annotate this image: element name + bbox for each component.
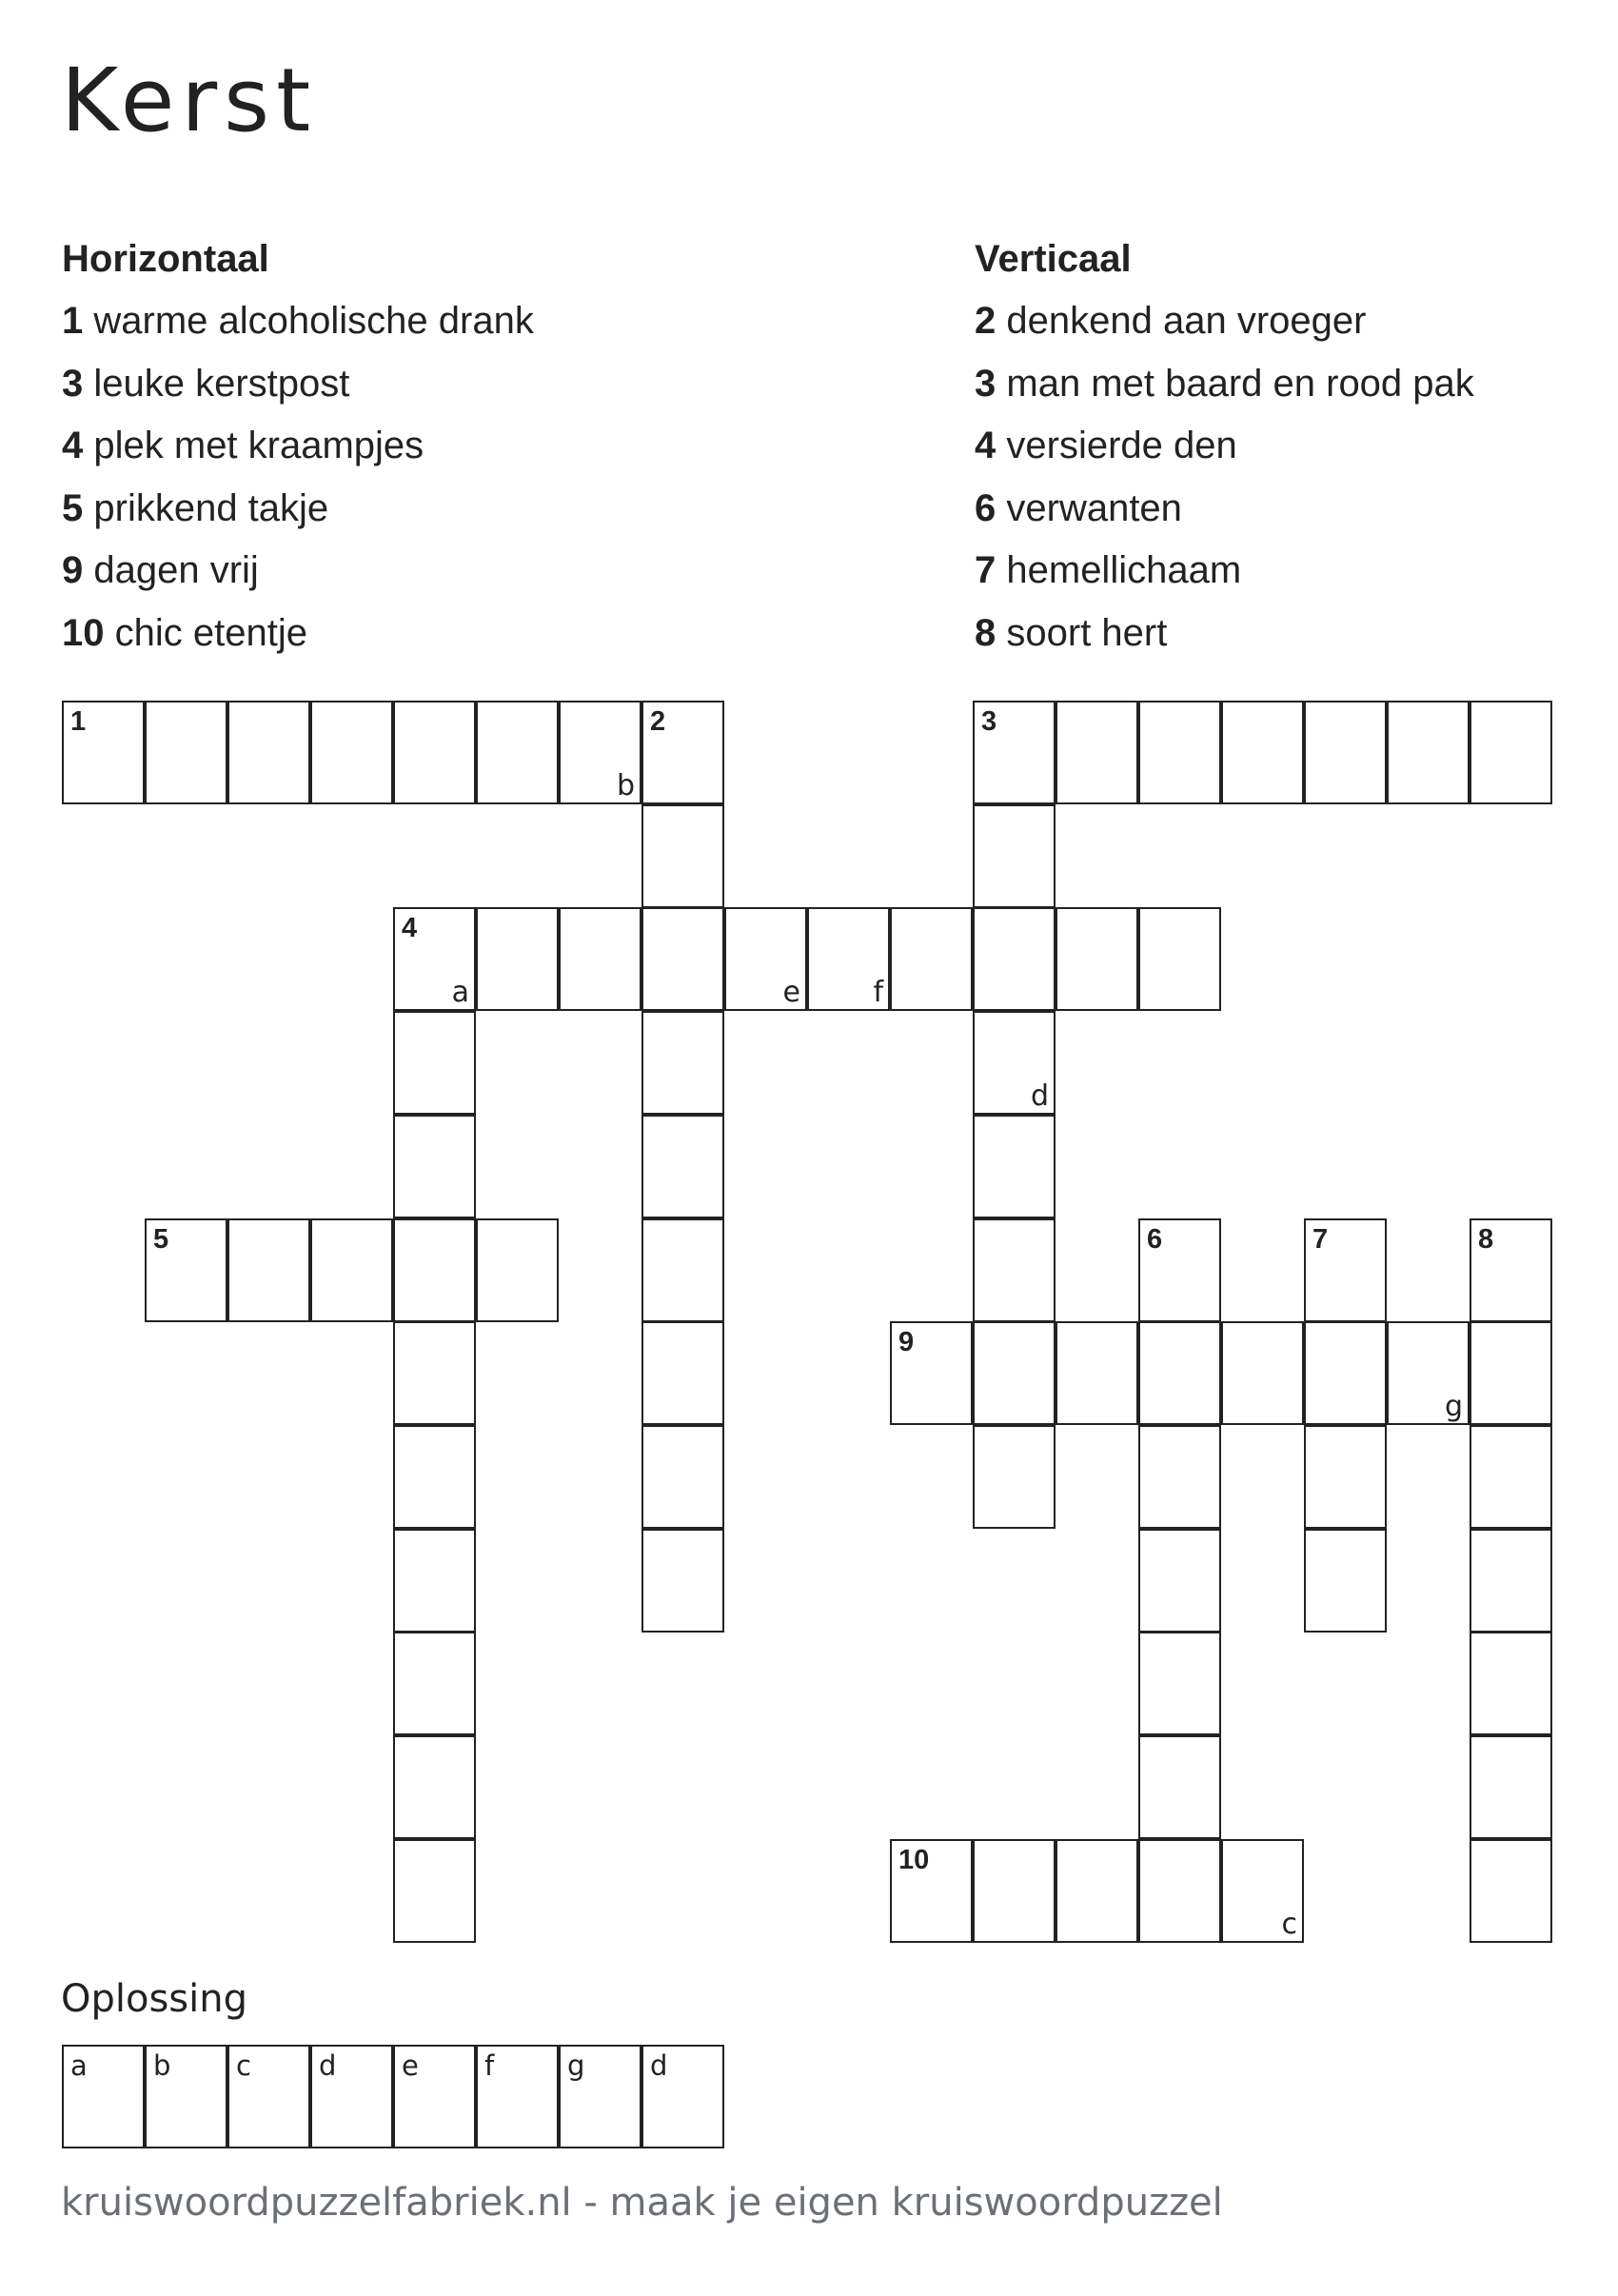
crossword-cell[interactable] <box>641 1425 724 1529</box>
clue-number-label: 9 <box>898 1327 915 1358</box>
crossword-cell[interactable] <box>973 1218 1056 1322</box>
clue-number: 4 <box>62 425 84 466</box>
crossword-cell[interactable] <box>393 907 476 1011</box>
solution-letter: d <box>319 2049 337 2082</box>
crossword-cell[interactable] <box>1470 1425 1552 1529</box>
down-heading: Verticaal <box>975 238 1132 280</box>
crossword-cell[interactable] <box>393 1839 476 1943</box>
crossword-cell[interactable] <box>641 1011 724 1115</box>
crossword-cell[interactable] <box>476 907 559 1011</box>
clue-number: 2 <box>975 300 996 342</box>
crossword-cell[interactable] <box>641 1115 724 1218</box>
solution-cell[interactable] <box>227 2045 310 2148</box>
clue-number-label: 3 <box>981 706 997 737</box>
crossword-cell[interactable] <box>227 1218 310 1322</box>
clue-text: verwanten <box>1006 486 1182 529</box>
crossword-cell[interactable] <box>973 804 1056 908</box>
solution-cell[interactable] <box>641 2045 724 2148</box>
down-clue <box>975 603 1565 665</box>
crossword-cell[interactable] <box>641 1321 724 1425</box>
crossword-cell[interactable] <box>393 1529 476 1633</box>
crossword-cell[interactable] <box>1387 701 1470 804</box>
crossword-cell[interactable] <box>145 701 227 804</box>
crossword-cell[interactable] <box>1304 1529 1387 1633</box>
crossword-cell[interactable] <box>1138 701 1221 804</box>
solution-marker: c <box>1281 1907 1297 1941</box>
crossword-cell[interactable] <box>890 1839 973 1943</box>
down-clue <box>975 290 1565 353</box>
crossword-cell[interactable] <box>1304 1425 1387 1529</box>
crossword-cell[interactable] <box>393 1115 476 1218</box>
crossword-cell[interactable] <box>62 701 145 804</box>
crossword-cell[interactable] <box>393 1735 476 1839</box>
clue-number: 3 <box>62 362 84 405</box>
crossword-cell[interactable] <box>1056 1839 1138 1943</box>
crossword-cell[interactable] <box>1470 1839 1552 1943</box>
crossword-cell[interactable] <box>973 701 1056 804</box>
crossword-cell[interactable] <box>641 701 724 804</box>
crossword-cell[interactable] <box>1221 1839 1304 1943</box>
crossword-cell[interactable] <box>393 1218 476 1322</box>
crossword-cell[interactable] <box>1138 1632 1221 1735</box>
solution-letter: g <box>567 2049 585 2082</box>
down-clue <box>975 478 1565 541</box>
clue-text: prikkend takje <box>93 486 329 529</box>
solution-letter: c <box>236 2049 251 2082</box>
clue-number-label: 1 <box>70 706 87 737</box>
crossword-cell[interactable] <box>393 701 476 804</box>
crossword-cell[interactable] <box>1138 1735 1221 1839</box>
crossword-cell[interactable] <box>145 1218 227 1322</box>
down-clue <box>975 415 1565 478</box>
clue-text: denkend aan vroeger <box>1006 300 1367 342</box>
solution-marker: g <box>1444 1390 1463 1424</box>
crossword-cell[interactable] <box>724 907 807 1011</box>
crossword-cell[interactable] <box>973 1115 1056 1218</box>
solution-letter: d <box>650 2049 668 2082</box>
crossword-cell[interactable] <box>1470 701 1552 804</box>
crossword-cell[interactable] <box>641 907 724 1011</box>
crossword-cell[interactable] <box>641 804 724 908</box>
across-clue <box>62 603 652 665</box>
crossword-cell[interactable] <box>559 701 641 804</box>
crossword-cell[interactable] <box>1056 907 1138 1011</box>
solution-cell[interactable] <box>393 2045 476 2148</box>
crossword-cell[interactable] <box>1056 701 1138 804</box>
crossword-cell[interactable] <box>973 1839 1056 1943</box>
clue-number: 5 <box>62 486 84 529</box>
solution-cell[interactable] <box>145 2045 227 2148</box>
solution-heading: Oplossing <box>61 1977 247 2021</box>
clue-text: chic etentje <box>114 611 307 654</box>
crossword-cell[interactable] <box>641 1529 724 1633</box>
crossword-cell[interactable] <box>1470 1735 1552 1839</box>
solution-cell[interactable] <box>559 2045 641 2148</box>
crossword-cell[interactable] <box>1387 1321 1470 1425</box>
crossword-cell[interactable] <box>1138 1425 1221 1529</box>
clue-number-label: 5 <box>153 1223 169 1255</box>
clue-text: plek met kraampjes <box>93 425 424 466</box>
crossword-cell[interactable] <box>1138 1529 1221 1633</box>
solution-marker: a <box>451 976 469 1010</box>
crossword-cell[interactable] <box>1470 1321 1552 1425</box>
clue-number: 3 <box>975 362 996 405</box>
crossword-cell[interactable] <box>310 1218 393 1322</box>
solution-marker: e <box>782 976 800 1010</box>
solution-cell[interactable] <box>62 2045 145 2148</box>
down-clue <box>975 540 1565 603</box>
clue-number-label: 4 <box>402 913 418 944</box>
clue-number: 7 <box>975 549 996 591</box>
crossword-cell[interactable] <box>393 1425 476 1529</box>
solution-letter: a <box>70 2049 88 2082</box>
across-clue <box>62 540 652 603</box>
clue-number: 1 <box>62 300 84 342</box>
puzzle-title: Kerst <box>61 49 318 151</box>
crossword-cell[interactable] <box>476 1218 559 1322</box>
crossword-cell[interactable] <box>393 1321 476 1425</box>
crossword-cell[interactable] <box>310 701 393 804</box>
clue-text: dagen vrij <box>93 549 259 591</box>
clue-text: soort hert <box>1006 611 1168 654</box>
across-heading: Horizontaal <box>62 238 269 280</box>
clue-number: 6 <box>975 486 996 529</box>
across-clue <box>62 353 652 416</box>
clue-text: man met baard en rood pak <box>1006 362 1474 405</box>
crossword-cell[interactable] <box>476 701 559 804</box>
solution-marker: d <box>1030 1079 1049 1114</box>
clue-number-label: 2 <box>650 706 666 737</box>
clue-text: hemellichaam <box>1006 549 1242 591</box>
across-clue <box>62 478 652 541</box>
crossword-cell[interactable] <box>1138 907 1221 1011</box>
clue-number: 10 <box>62 611 105 654</box>
solution-letter: f <box>484 2049 495 2082</box>
clue-text: warme alcoholische drank <box>93 300 534 342</box>
solution-marker: f <box>873 976 883 1010</box>
crossword-cell[interactable] <box>1304 1218 1387 1322</box>
crossword-cell[interactable] <box>973 1425 1056 1529</box>
clue-number: 9 <box>62 549 84 591</box>
down-clue <box>975 353 1565 416</box>
crossword-cell[interactable] <box>1304 1321 1387 1425</box>
crossword-cell[interactable] <box>807 907 890 1011</box>
clue-text: leuke kerstpost <box>93 362 350 405</box>
solution-marker: b <box>616 769 635 802</box>
crossword-cell[interactable] <box>1138 1218 1221 1322</box>
crossword-cell[interactable] <box>227 701 310 804</box>
crossword-cell[interactable] <box>1138 1839 1221 1943</box>
crossword-cell[interactable] <box>1470 1529 1552 1633</box>
crossword-cell[interactable] <box>890 1321 973 1425</box>
solution-letter: e <box>402 2049 419 2082</box>
solution-cell[interactable] <box>310 2045 393 2148</box>
solution-cell[interactable] <box>476 2045 559 2148</box>
crossword-cell[interactable] <box>1221 1321 1304 1425</box>
across-clue <box>62 415 652 478</box>
crossword-cell[interactable] <box>890 907 973 1011</box>
crossword-cell[interactable] <box>1470 1632 1552 1735</box>
crossword-cell[interactable] <box>1304 701 1387 804</box>
footer-text: kruiswoordpuzzelfabriek.nl - maak je eigen kruiswoordpuzzel <box>61 2181 1223 2225</box>
clue-number-label: 8 <box>1478 1223 1494 1255</box>
crossword-cell[interactable] <box>973 907 1056 1011</box>
crossword-cell[interactable] <box>1138 1321 1221 1425</box>
clue-number: 8 <box>975 611 996 654</box>
solution-letter: b <box>153 2049 171 2082</box>
clue-number-label: 6 <box>1147 1223 1163 1255</box>
across-clues <box>62 228 652 664</box>
clue-number-label: 7 <box>1312 1223 1329 1255</box>
clue-number: 4 <box>975 425 996 466</box>
crossword-cell[interactable] <box>393 1011 476 1115</box>
crossword-cell[interactable] <box>559 907 641 1011</box>
clue-number-label: 10 <box>898 1844 930 1875</box>
across-clue <box>62 290 652 353</box>
crossword-cell[interactable] <box>1221 701 1304 804</box>
crossword-cell[interactable] <box>1056 1321 1138 1425</box>
crossword-cell[interactable] <box>641 1218 724 1322</box>
crossword-cell[interactable] <box>973 1321 1056 1425</box>
down-clues <box>975 228 1565 664</box>
clue-text: versierde den <box>1006 425 1237 466</box>
crossword-cell[interactable] <box>973 1011 1056 1115</box>
crossword-cell[interactable] <box>1470 1218 1552 1322</box>
crossword-cell[interactable] <box>393 1632 476 1735</box>
